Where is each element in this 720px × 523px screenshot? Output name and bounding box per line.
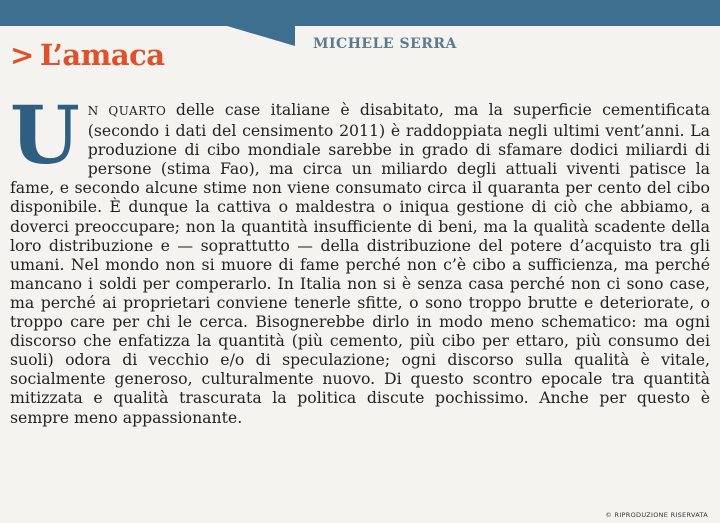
title-chevron: > bbox=[10, 38, 34, 72]
copyright-notice: © RIPRODUZIONE RISERVATA bbox=[605, 511, 708, 519]
article-text: delle case italiane è disabitato, ma la superficie cementificata (secondo i dati del censimento 2011) è raddoppiata negli ultimi vent’anni. La produzione di cibo mondiale sarebbe in grado di sfamare dodici miliardi di persone (stima Fao), ma circa un miliardo degli attuali viventi patisce la fame, e secondo alcune stime non viene consumato circa il quaranta per cento del cibo disponibile. È dunque la cattiva o maldestra o iniqua gestione di ciò che abbiamo, a doverci preoccupare; non la quantità insufficiente di beni, ma la qualità scadente della loro distribuzione e — soprattutto — della distribuzione del potere d’acquisto tra gli umani. Nel mondo non si muore di fame perché non c’è cibo a sufficienza, ma perché mancano i soldi per comperarlo. In Italia non si è senza casa perché non ci sono case, ma perché ai proprietari conviene tenerle sfitte, o sono troppo brutte e deteriorate, o troppo care per chi le cerca. Bisognerebbe dirlo in modo meno schematico: ma ogni discorso che enfatizza la quantità (più cemento, più cibo per ettaro, più consumo dei suoli) odora di vecchio e/o di speculazione; ogni discorso sulla qualità è vitale, socialmente generoso, culturalmente nuovo. Di questo scontro epocale tra quantità mitizzata e qualità trascurata la politica discute pochissimo. Anche per questo è sempre meno appassionante. bbox=[10, 100, 710, 427]
drop-cap: U bbox=[10, 88, 80, 182]
header-notch bbox=[200, 18, 295, 46]
title-text: L’amaca bbox=[39, 38, 165, 72]
top-color-bar bbox=[0, 0, 720, 26]
column-title bbox=[10, 38, 165, 72]
article-body bbox=[10, 88, 710, 427]
author-name: MICHELE SERRA bbox=[313, 36, 457, 52]
lead-in: N QUARTO bbox=[87, 104, 176, 118]
